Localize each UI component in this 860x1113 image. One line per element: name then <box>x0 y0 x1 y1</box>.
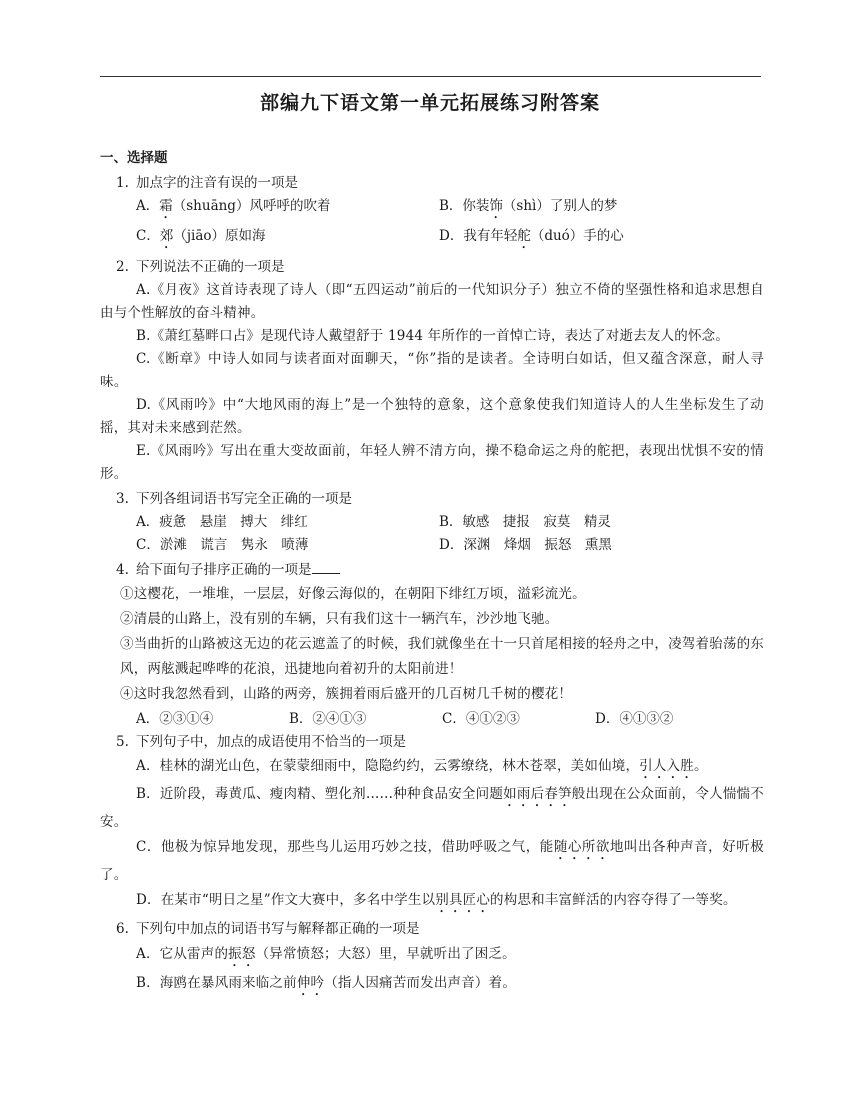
option-c[interactable]: C.《断章》中诗人如同与读者面对面聊天，“你”指的是读者。全诗明白如话，但又蕴含深意，耐人寻味。 <box>100 351 764 390</box>
section-heading: 一、选择题 <box>100 150 168 166</box>
option-d[interactable]: D．深渊 烽烟 振怒 熏黑 <box>439 537 612 553</box>
question-5 <box>100 731 764 916</box>
question-stem: 2. 下列说法不正确的一项是 <box>116 259 285 275</box>
option-c[interactable]: C．他极为惊异地发现，那些鸟儿运用巧妙之技，借助呼吸之气，能随心所欲地叫出各种声音，好听极了。 <box>100 839 764 883</box>
option-c[interactable]: C．淤滩 谎言 隽永 喷薄 <box>136 537 309 553</box>
option-b[interactable]: B．②④①③ <box>289 711 367 727</box>
document-title: 部编九下语文第一单元拓展练习附答案 <box>259 92 600 114</box>
header-rule <box>100 76 761 77</box>
option-c[interactable]: C．④①②③ <box>442 711 520 727</box>
question-stem: 5. 下列句子中，加点的成语使用不恰当的一项是 <box>116 734 406 750</box>
question-stem: 4. 给下面句子排序正确的一项是 <box>100 559 764 582</box>
option-b[interactable]: B．你装饰（shì）了别人的梦 <box>439 198 618 214</box>
answer-blank[interactable] <box>312 559 340 574</box>
option-d[interactable]: D.《风雨吟》中“大地风雨的海上”是一个独特的意象，这个意象使我们知道诗人的人生坐标发生了动摇，其对未来感到茫然。 <box>100 397 764 436</box>
option-a[interactable]: A．霜（shuāng）风呼呼的吹着 <box>136 198 331 214</box>
sentence-2: ②清晨的山路上，没有别的车辆，只有我们这十一辆汽车，沙沙地飞驰。 <box>120 611 559 627</box>
sentence-1: ①这樱花，一堆堆，一层层，好像云海似的，在朝阳下绯红万顷，溢彩流光。 <box>120 586 586 602</box>
options-row <box>100 511 764 534</box>
options-row <box>100 534 764 557</box>
option-b[interactable]: B.《萧红墓畔口占》是现代诗人戴望舒于 1944 年所作的一首悼亡诗，表达了对逝去友人的怀念。 <box>136 328 730 344</box>
question-list <box>100 172 764 999</box>
option-b[interactable]: B．近阶段，毒黄瓜、瘦肉精、塑化剂……种种食品安全问题如雨后春笋般出现在公众面前，令人惴惴不安。 <box>100 786 764 830</box>
option-a[interactable]: A．它从雷声的振怒（异常愤怒；大怒）里，早就听出了困乏。 <box>136 946 516 962</box>
option-d[interactable]: D．④①③② <box>595 711 674 727</box>
option-b[interactable]: B．敏感 捷报 寂莫 精灵 <box>439 514 611 530</box>
question-2 <box>100 256 764 486</box>
option-e[interactable]: E.《风雨吟》写出在重大变故面前，年轻人辨不清方向，操不稳命运之舟的舵把，表现出忧惧不安的情形。 <box>100 443 764 482</box>
question-1 <box>100 172 764 252</box>
option-a[interactable]: A.《月夜》这首诗表现了诗人（即“五四运动”前后的一代知识分子）独立不倚的坚强性格和追求思想自由与个性解放的奋斗精神。 <box>100 282 764 321</box>
option-c[interactable]: C．郊（jiāo）原如海 <box>136 228 266 244</box>
question-4 <box>100 559 764 731</box>
options-row <box>100 707 764 731</box>
option-a[interactable]: A．②③①④ <box>136 711 214 727</box>
question-6 <box>100 918 764 999</box>
sentence-4: ④这时我忽然看到，山路的两旁，簇拥着雨后盛开的几百树几千树的樱花！ <box>120 686 573 702</box>
question-stem: 6. 下列句中加点的词语书写与解释都正确的一项是 <box>116 921 420 937</box>
option-a[interactable]: A．桂林的湖光山色，在蒙蒙细雨中，隐隐约约，云雾缭绕，林木苍翠，美如仙境，引人入胜。 <box>136 758 708 774</box>
option-d[interactable]: D．我有年轻舵（duó）手的心 <box>439 228 624 244</box>
question-3 <box>100 488 764 557</box>
options-row <box>100 195 764 222</box>
question-stem: 3. 下列各组词语书写完全正确的一项是 <box>116 491 352 507</box>
option-a[interactable]: A．疲惫 悬崖 搏大 绯红 <box>136 514 308 530</box>
sentence-3: ③当曲折的山路被这无边的花云遮盖了的时候，我们就像坐在十一只首尾相接的轻舟之中，凌驾着骀荡的东风，两舷溅起哗哗的花浪，迅捷地向着初升的太阳前进！ <box>120 636 764 677</box>
option-d[interactable]: D．在某市“明日之星”作文大赛中，多名中学生以别具匠心的构思和丰富鲜活的内容夺得了一等奖。 <box>136 892 737 908</box>
options-row <box>100 225 764 252</box>
option-b[interactable]: B．海鸥在暴风雨来临之前伸吟（指人因痛苦而发出声音）着。 <box>136 975 517 991</box>
question-stem: 1. 加点字的注音有误的一项是 <box>116 175 298 191</box>
